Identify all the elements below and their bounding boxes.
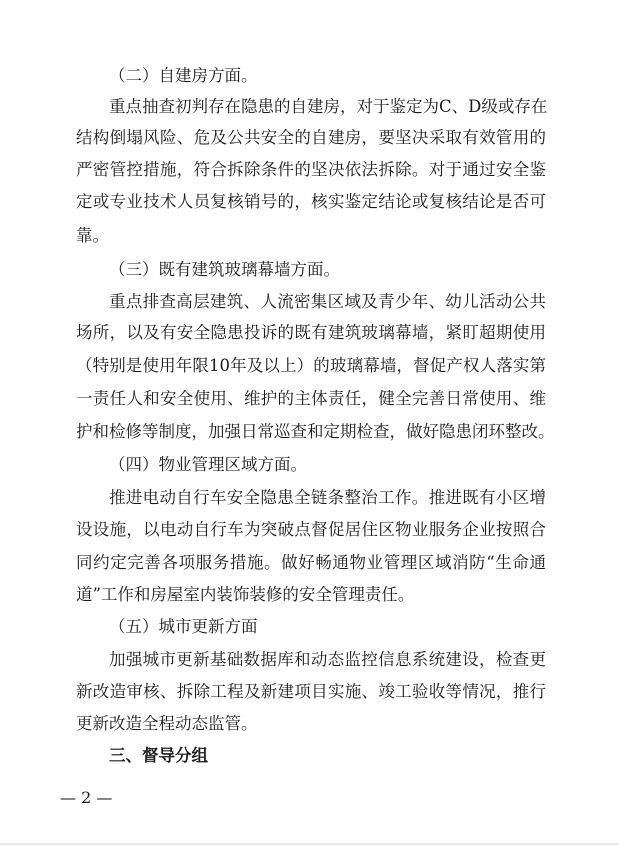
section-heading-glass-curtain: （三）既有建筑玻璃幕墙方面。	[109, 260, 340, 279]
paragraph-line: 护和检修等制度，加强日常巡查和定期检查，做好隐患闭环整改。	[76, 422, 555, 441]
paragraph-line: 同约定完善各项服务措施。做好畅通物业管理区域消防“生命通	[76, 553, 546, 572]
paragraph-line: （特别是使用年限10年及以上）的玻璃幕墙，督促产权人落实第	[76, 356, 546, 375]
paragraph-line: 设设施，以电动自行车为突破点督促居住区物业服务企业按照合	[76, 520, 546, 539]
paragraph-line: 道”工作和房屋室内装饰装修的安全管理责任。	[76, 585, 415, 604]
section-heading-property: （四）物业管理区域方面。	[109, 455, 307, 474]
paragraph-line: 加强城市更新基础数据库和动态监控信息系统建设，检查更	[109, 650, 546, 669]
section-heading-supervision: 三、督导分组	[109, 746, 208, 765]
paragraph-line: 重点抽查初判存在隐患的自建房，对于鉴定为C、D级或存在	[109, 97, 548, 116]
paragraph-line: 定或专业技术人员复核销号的，核实鉴定结论或复核结论是否可	[76, 192, 546, 211]
paragraph-line: 场所，以及有安全隐患投诉的既有建筑玻璃幕墙，紧盯超期使用	[76, 323, 546, 342]
section-heading-urban-renewal: （五）城市更新方面	[109, 617, 258, 636]
paragraph-line: 一责任人和安全使用、维护的主体责任，健全完善日常使用、维	[76, 389, 546, 408]
paragraph-line: 新改造审核、拆除工程及新建项目实施、竣工验收等情况，推行	[76, 682, 546, 701]
paragraph-line: 推进电动自行车安全隐患全链条整治工作。推进既有小区增	[109, 488, 546, 507]
paragraph-line: 重点排查高层建筑、人流密集区域及青少年、幼儿活动公共	[109, 292, 546, 311]
paragraph-line: 结构倒塌风险、危及公共安全的自建房，要坚决采取有效管用的	[76, 128, 546, 147]
paragraph-line: 靠。	[76, 226, 109, 245]
page-number: — 2 —	[60, 788, 113, 807]
paragraph-line: 更新改造全程动态监管。	[76, 714, 258, 733]
section-heading-self-built: （二）自建房方面。	[109, 66, 258, 85]
paragraph-line: 严密管控措施，符合拆除条件的坚决依法拆除。对于通过安全鉴	[76, 160, 546, 179]
